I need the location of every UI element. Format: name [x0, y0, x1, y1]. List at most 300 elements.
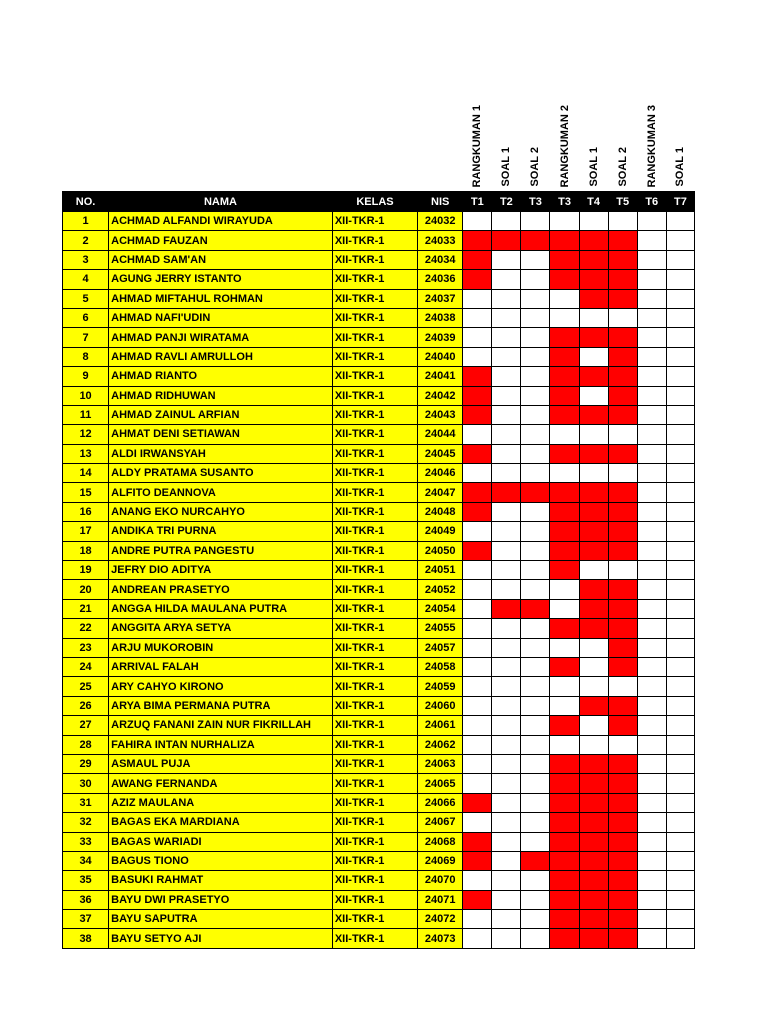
task-cell-empty [666, 561, 694, 580]
task-cell-done [463, 270, 492, 289]
task-cell-empty [492, 270, 521, 289]
topic-label [521, 92, 550, 192]
task-cell-empty [666, 619, 694, 638]
task-cell-empty [637, 793, 666, 812]
task-cell-empty [608, 561, 637, 580]
row-no: 29 [63, 754, 109, 773]
task-cell-done [579, 250, 608, 269]
task-cell-empty [666, 657, 694, 676]
topic-label-text: SOAL 1 [587, 147, 600, 187]
task-cell-empty [550, 677, 579, 696]
task-cell-empty [463, 754, 492, 773]
task-cell-done [608, 405, 637, 424]
row-nama: AZIZ MAULANA [109, 793, 333, 812]
task-cell-done [579, 289, 608, 308]
task-cell-empty [492, 212, 521, 231]
task-cell-empty [463, 561, 492, 580]
row-nis: 24034 [418, 250, 463, 269]
topic-label [637, 92, 666, 192]
task-cell-empty [666, 793, 694, 812]
task-cell-empty [463, 677, 492, 696]
task-cell-empty [521, 425, 550, 444]
task-cell-empty [521, 696, 550, 715]
task-cell-empty [637, 231, 666, 250]
task-cell-done [550, 483, 579, 502]
row-nis: 24067 [418, 813, 463, 832]
row-nama: ANANG EKO NURCAHYO [109, 502, 333, 521]
task-cell-empty [666, 328, 694, 347]
row-kelas: XII-TKR-1 [332, 638, 417, 657]
table-row [63, 561, 695, 580]
row-kelas: XII-TKR-1 [332, 735, 417, 754]
header-task: T3 [550, 192, 579, 212]
task-cell-empty [492, 541, 521, 560]
row-no: 27 [63, 716, 109, 735]
task-cell-done [550, 716, 579, 735]
row-nama: BAGAS EKA MARDIANA [109, 813, 333, 832]
task-cell-empty [637, 425, 666, 444]
task-cell-empty [463, 735, 492, 754]
task-cell-done [579, 696, 608, 715]
task-cell-done [608, 871, 637, 890]
row-no: 2 [63, 231, 109, 250]
task-cell-empty [637, 289, 666, 308]
task-cell-empty [608, 212, 637, 231]
row-kelas: XII-TKR-1 [332, 910, 417, 929]
task-cell-empty [521, 386, 550, 405]
task-cell-empty [637, 212, 666, 231]
row-nis: 24052 [418, 580, 463, 599]
row-no: 11 [63, 405, 109, 424]
row-nama: BAYU SETYO AJI [109, 929, 333, 948]
row-kelas: XII-TKR-1 [332, 386, 417, 405]
task-cell-empty [463, 522, 492, 541]
task-cell-empty [637, 851, 666, 870]
row-kelas: XII-TKR-1 [332, 580, 417, 599]
task-cell-empty [637, 328, 666, 347]
task-cell-done [579, 580, 608, 599]
task-cell-empty [492, 677, 521, 696]
row-nis: 24063 [418, 754, 463, 773]
task-cell-empty [550, 580, 579, 599]
header-kelas: KELAS [332, 192, 417, 212]
task-cell-done [608, 774, 637, 793]
row-kelas: XII-TKR-1 [332, 619, 417, 638]
task-cell-empty [608, 425, 637, 444]
task-cell-empty [637, 502, 666, 521]
task-cell-empty [463, 328, 492, 347]
row-nis: 24071 [418, 890, 463, 909]
task-cell-done [579, 619, 608, 638]
task-cell-empty [637, 638, 666, 657]
task-cell-empty [463, 774, 492, 793]
row-nama: BAYU SAPUTRA [109, 910, 333, 929]
task-cell-empty [550, 696, 579, 715]
task-cell-empty [521, 754, 550, 773]
row-kelas: XII-TKR-1 [332, 677, 417, 696]
task-cell-done [550, 813, 579, 832]
task-cell-empty [492, 851, 521, 870]
task-cell-done [608, 910, 637, 929]
header-nama: NAMA [109, 192, 333, 212]
header-task: T1 [463, 192, 492, 212]
task-cell-empty [637, 890, 666, 909]
row-kelas: XII-TKR-1 [332, 367, 417, 386]
row-no: 34 [63, 851, 109, 870]
task-cell-done [608, 657, 637, 676]
task-cell-empty [666, 851, 694, 870]
task-cell-empty [637, 910, 666, 929]
task-cell-done [550, 657, 579, 676]
task-cell-done [550, 347, 579, 366]
row-nama: AHMAD RAVLI AMRULLOH [109, 347, 333, 366]
row-nis: 24062 [418, 735, 463, 754]
task-cell-done [463, 541, 492, 560]
task-cell-empty [666, 367, 694, 386]
task-cell-done [579, 444, 608, 463]
row-no: 37 [63, 910, 109, 929]
row-nis: 24072 [418, 910, 463, 929]
table-row [63, 696, 695, 715]
task-cell-done [579, 405, 608, 424]
row-no: 19 [63, 561, 109, 580]
task-cell-done [463, 832, 492, 851]
task-cell-empty [463, 929, 492, 948]
task-cell-done [579, 754, 608, 773]
task-table [62, 92, 695, 949]
topic-label-text: SOAL 2 [616, 147, 629, 187]
task-cell-done [521, 483, 550, 502]
task-cell-empty [492, 774, 521, 793]
table-row [63, 851, 695, 870]
row-nis: 24066 [418, 793, 463, 812]
task-cell-empty [579, 657, 608, 676]
task-cell-empty [463, 308, 492, 327]
task-cell-empty [492, 638, 521, 657]
task-cell-done [550, 405, 579, 424]
task-cell-done [579, 231, 608, 250]
row-nis: 24032 [418, 212, 463, 231]
topic-label-text: RANGKUMAN 2 [558, 104, 571, 187]
row-nis: 24042 [418, 386, 463, 405]
task-cell-done [463, 405, 492, 424]
row-kelas: XII-TKR-1 [332, 308, 417, 327]
task-cell-done [608, 851, 637, 870]
task-cell-done [492, 231, 521, 250]
row-kelas: XII-TKR-1 [332, 851, 417, 870]
task-cell-empty [666, 212, 694, 231]
row-nis: 24051 [418, 561, 463, 580]
row-kelas: XII-TKR-1 [332, 599, 417, 618]
task-cell-empty [521, 328, 550, 347]
task-cell-done [608, 502, 637, 521]
task-cell-empty [492, 522, 521, 541]
task-cell-empty [637, 464, 666, 483]
row-nama: AHMAD ZAINUL ARFIAN [109, 405, 333, 424]
task-cell-empty [579, 716, 608, 735]
task-cell-empty [492, 813, 521, 832]
task-cell-empty [521, 716, 550, 735]
table-row [63, 308, 695, 327]
task-cell-empty [521, 929, 550, 948]
row-no: 10 [63, 386, 109, 405]
task-cell-empty [637, 929, 666, 948]
task-cell-empty [550, 735, 579, 754]
task-cell-done [463, 890, 492, 909]
task-cell-empty [521, 250, 550, 269]
row-no: 15 [63, 483, 109, 502]
row-no: 24 [63, 657, 109, 676]
task-cell-empty [666, 890, 694, 909]
task-cell-done [579, 270, 608, 289]
task-cell-empty [637, 483, 666, 502]
task-cell-empty [521, 871, 550, 890]
topic-label-text: RANGKUMAN 1 [471, 104, 484, 187]
row-nama: ACHMAD SAM'AN [109, 250, 333, 269]
task-cell-empty [492, 289, 521, 308]
row-nama: ANDRE PUTRA PANGESTU [109, 541, 333, 560]
row-kelas: XII-TKR-1 [332, 813, 417, 832]
row-no: 16 [63, 502, 109, 521]
row-nama: ALFITO DEANNOVA [109, 483, 333, 502]
task-cell-done [579, 367, 608, 386]
row-nama: AHMAT DENI SETIAWAN [109, 425, 333, 444]
task-cell-empty [492, 308, 521, 327]
task-cell-empty [666, 308, 694, 327]
task-cell-empty [492, 464, 521, 483]
row-nama: ASMAUL PUJA [109, 754, 333, 773]
task-cell-empty [666, 270, 694, 289]
row-nama: ACHMAD FAUZAN [109, 231, 333, 250]
row-kelas: XII-TKR-1 [332, 270, 417, 289]
row-nama: BASUKI RAHMAT [109, 871, 333, 890]
task-cell-done [579, 599, 608, 618]
row-kelas: XII-TKR-1 [332, 832, 417, 851]
task-cell-done [579, 502, 608, 521]
task-cell-empty [637, 580, 666, 599]
row-kelas: XII-TKR-1 [332, 696, 417, 715]
task-cell-empty [579, 735, 608, 754]
row-no: 25 [63, 677, 109, 696]
row-nama: ACHMAD ALFANDI WIRAYUDA [109, 212, 333, 231]
row-no: 36 [63, 890, 109, 909]
row-nama: ALDY PRATAMA SUSANTO [109, 464, 333, 483]
row-no: 14 [63, 464, 109, 483]
row-nis: 24033 [418, 231, 463, 250]
row-kelas: XII-TKR-1 [332, 444, 417, 463]
table-row [63, 347, 695, 366]
table-row [63, 735, 695, 754]
row-kelas: XII-TKR-1 [332, 328, 417, 347]
task-cell-done [608, 696, 637, 715]
task-cell-empty [637, 250, 666, 269]
row-no: 26 [63, 696, 109, 715]
row-nama: AHMAD NAFI'UDIN [109, 308, 333, 327]
task-cell-empty [579, 386, 608, 405]
task-cell-done [608, 386, 637, 405]
task-cell-empty [608, 677, 637, 696]
row-no: 30 [63, 774, 109, 793]
row-no: 7 [63, 328, 109, 347]
table-row [63, 502, 695, 521]
row-nis: 24050 [418, 541, 463, 560]
task-cell-empty [521, 774, 550, 793]
task-cell-done [463, 386, 492, 405]
row-kelas: XII-TKR-1 [332, 890, 417, 909]
row-nama: ARYA BIMA PERMANA PUTRA [109, 696, 333, 715]
task-cell-done [550, 929, 579, 948]
table-row [63, 793, 695, 812]
task-cell-done [550, 522, 579, 541]
task-cell-empty [608, 308, 637, 327]
task-cell-empty [666, 289, 694, 308]
row-no: 8 [63, 347, 109, 366]
table-row [63, 270, 695, 289]
row-nis: 24061 [418, 716, 463, 735]
row-nama: AHMAD RIDHUWAN [109, 386, 333, 405]
row-kelas: XII-TKR-1 [332, 250, 417, 269]
row-no: 32 [63, 813, 109, 832]
task-cell-empty [637, 657, 666, 676]
table-row [63, 619, 695, 638]
task-cell-empty [579, 561, 608, 580]
task-cell-done [579, 851, 608, 870]
row-kelas: XII-TKR-1 [332, 871, 417, 890]
task-cell-empty [666, 502, 694, 521]
task-cell-empty [666, 483, 694, 502]
task-cell-empty [463, 813, 492, 832]
task-cell-empty [492, 561, 521, 580]
task-cell-empty [579, 308, 608, 327]
task-cell-empty [637, 541, 666, 560]
task-cell-empty [492, 696, 521, 715]
task-cell-done [550, 619, 579, 638]
row-nama: BAYU DWI PRASETYO [109, 890, 333, 909]
row-no: 3 [63, 250, 109, 269]
table-row [63, 890, 695, 909]
table-row [63, 425, 695, 444]
task-cell-done [608, 929, 637, 948]
task-cell-empty [463, 619, 492, 638]
attendance-sheet [62, 92, 695, 949]
table-row [63, 386, 695, 405]
task-cell-empty [463, 716, 492, 735]
task-cell-done [608, 638, 637, 657]
task-cell-empty [637, 871, 666, 890]
row-kelas: XII-TKR-1 [332, 212, 417, 231]
row-nis: 24043 [418, 405, 463, 424]
table-row [63, 405, 695, 424]
task-cell-empty [492, 871, 521, 890]
task-cell-empty [666, 832, 694, 851]
task-cell-empty [666, 250, 694, 269]
task-cell-done [550, 754, 579, 773]
row-no: 33 [63, 832, 109, 851]
task-cell-empty [521, 657, 550, 676]
task-cell-empty [666, 677, 694, 696]
row-kelas: XII-TKR-1 [332, 464, 417, 483]
row-no: 17 [63, 522, 109, 541]
task-cell-done [550, 444, 579, 463]
row-nama: BAGUS TIONO [109, 851, 333, 870]
row-nis: 24045 [418, 444, 463, 463]
task-cell-done [550, 328, 579, 347]
header-no: NO. [63, 192, 109, 212]
task-cell-empty [492, 386, 521, 405]
task-cell-empty [637, 599, 666, 618]
table-row [63, 774, 695, 793]
task-cell-done [608, 328, 637, 347]
task-cell-empty [521, 832, 550, 851]
row-nis: 24040 [418, 347, 463, 366]
task-cell-empty [666, 541, 694, 560]
task-cell-empty [463, 871, 492, 890]
row-nama: ANDREAN PRASETYO [109, 580, 333, 599]
row-no: 23 [63, 638, 109, 657]
task-cell-empty [521, 735, 550, 754]
row-nama: ALDI IRWANSYAH [109, 444, 333, 463]
header-nis: NIS [418, 192, 463, 212]
task-cell-empty [666, 813, 694, 832]
task-cell-empty [492, 910, 521, 929]
row-nama: FAHIRA INTAN NURHALIZA [109, 735, 333, 754]
task-cell-empty [492, 502, 521, 521]
task-cell-empty [637, 444, 666, 463]
task-cell-empty [637, 735, 666, 754]
task-cell-done [608, 832, 637, 851]
task-cell-empty [550, 599, 579, 618]
task-cell-empty [492, 405, 521, 424]
table-row [63, 541, 695, 560]
task-cell-empty [666, 735, 694, 754]
row-kelas: XII-TKR-1 [332, 541, 417, 560]
task-cell-empty [492, 832, 521, 851]
task-cell-empty [666, 347, 694, 366]
task-cell-done [608, 580, 637, 599]
task-cell-empty [463, 657, 492, 676]
task-cell-empty [550, 638, 579, 657]
row-nama: ARZUQ FANANI ZAIN NUR FIKRILLAH [109, 716, 333, 735]
topic-label-text: RANGKUMAN 3 [645, 104, 658, 187]
task-cell-empty [637, 677, 666, 696]
task-cell-empty [550, 212, 579, 231]
task-cell-empty [521, 813, 550, 832]
row-no: 38 [63, 929, 109, 948]
row-nis: 24069 [418, 851, 463, 870]
row-nis: 24060 [418, 696, 463, 715]
task-cell-done [608, 483, 637, 502]
task-cell-empty [521, 580, 550, 599]
task-cell-done [579, 929, 608, 948]
row-nis: 24047 [418, 483, 463, 502]
task-cell-empty [492, 328, 521, 347]
row-nama: ANGGITA ARYA SETYA [109, 619, 333, 638]
header-task: T4 [579, 192, 608, 212]
row-nama: AHMAD MIFTAHUL ROHMAN [109, 289, 333, 308]
student-rows [63, 212, 695, 949]
task-cell-done [608, 367, 637, 386]
task-cell-empty [666, 754, 694, 773]
row-kelas: XII-TKR-1 [332, 405, 417, 424]
table-row [63, 599, 695, 618]
task-cell-done [550, 250, 579, 269]
task-cell-empty [521, 910, 550, 929]
row-nama: AHMAD PANJI WIRATAMA [109, 328, 333, 347]
task-cell-empty [666, 599, 694, 618]
header-task: T7 [666, 192, 694, 212]
task-cell-done [463, 231, 492, 250]
header-task: T5 [608, 192, 637, 212]
